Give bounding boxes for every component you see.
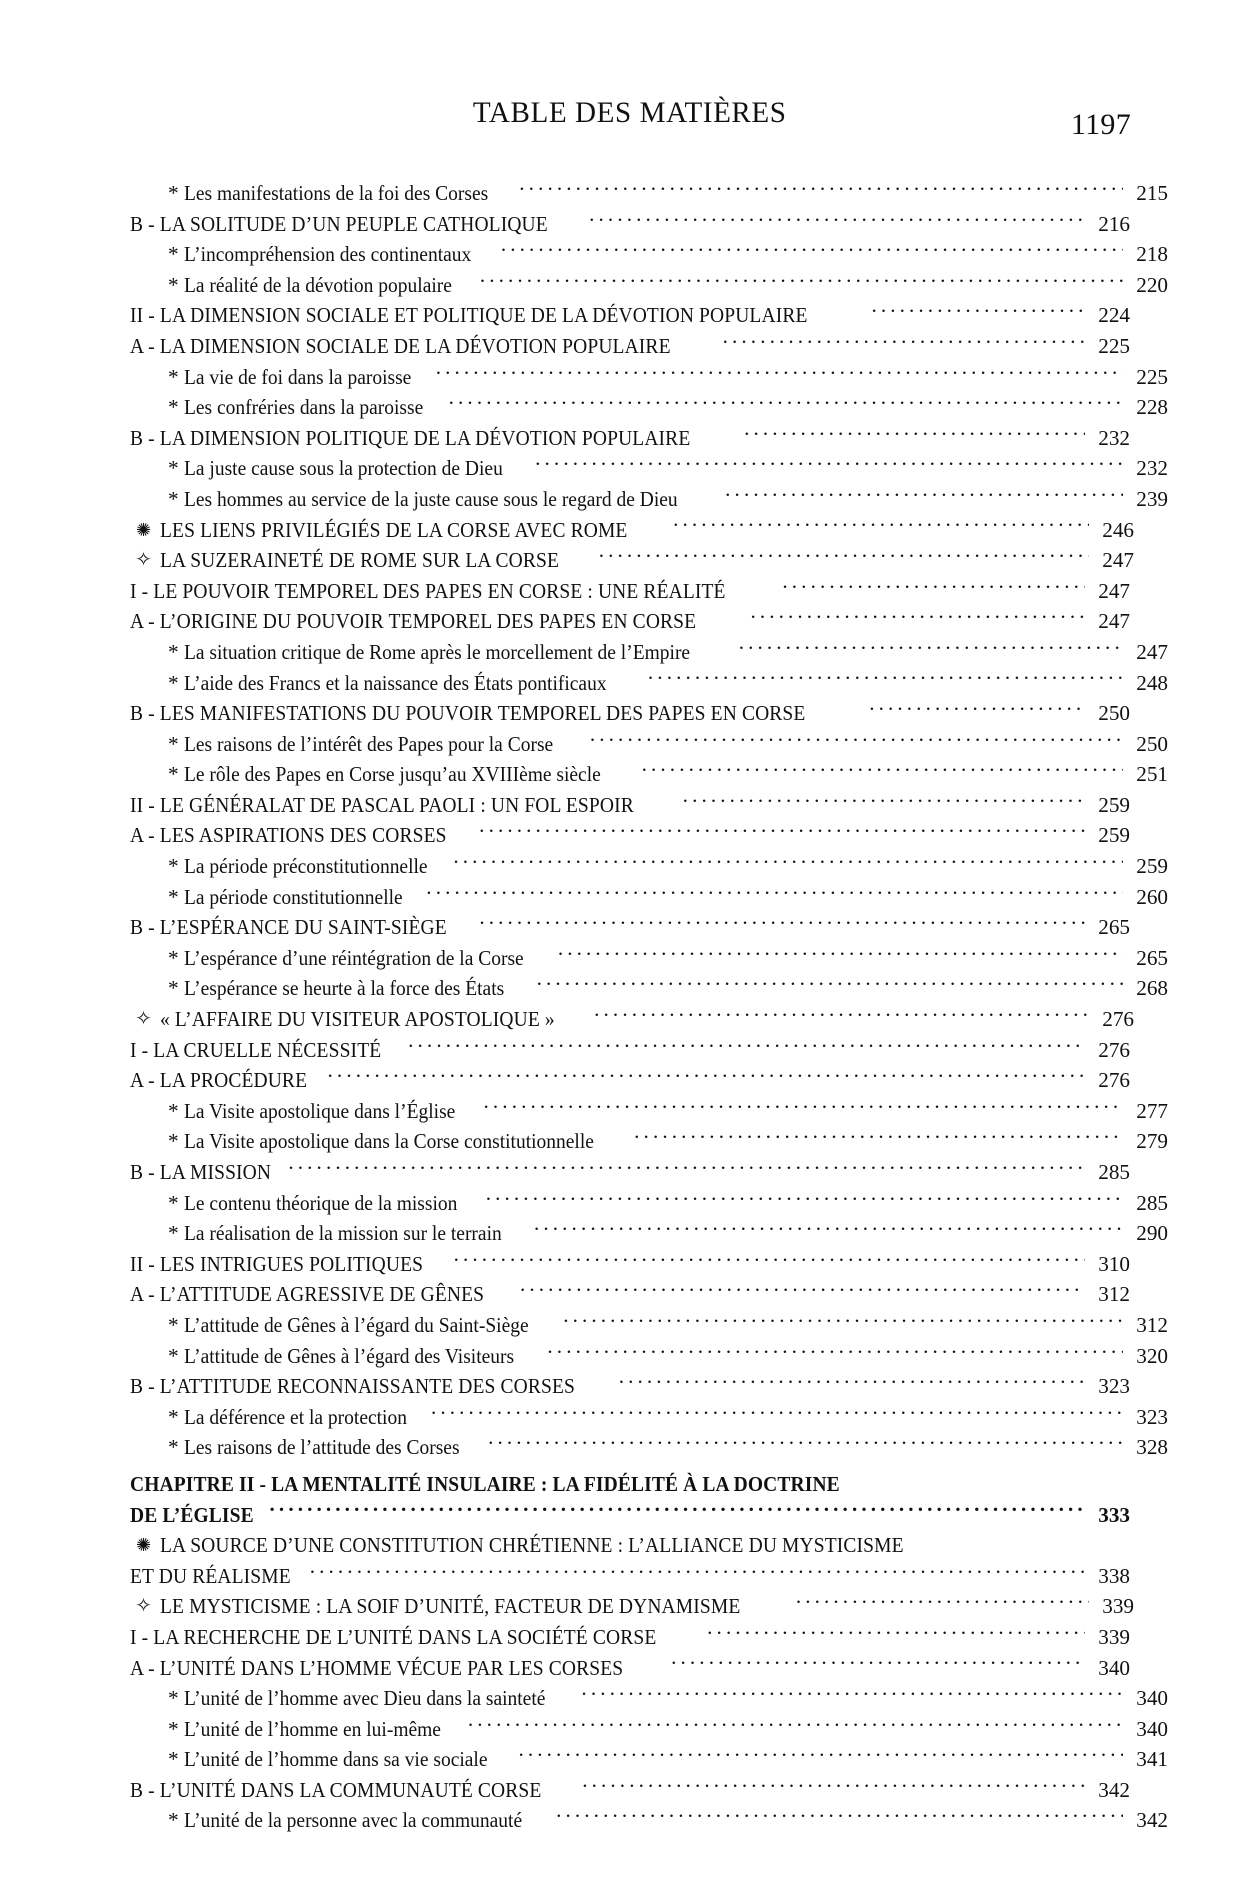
leader-dots bbox=[563, 1311, 1123, 1332]
leader-dots bbox=[739, 638, 1123, 659]
flower-bullet-icon: ✺ bbox=[135, 519, 152, 540]
leader-dots bbox=[486, 1188, 1123, 1209]
leader-dots bbox=[590, 730, 1123, 751]
toc-entry-label: LES LIENS PRIVILÉGIÉS DE LA CORSE AVEC ROME bbox=[160, 517, 628, 542]
toc-entry-page-number: 247 bbox=[1098, 609, 1130, 634]
leader-dots bbox=[594, 1005, 1089, 1026]
toc-entry-label: Les confréries dans la paroisse bbox=[183, 395, 423, 420]
toc-entry-subsection[interactable] bbox=[130, 851, 1168, 882]
toc-entry-page-number: 312 bbox=[1136, 1312, 1168, 1337]
asterisk-bullet-icon: * bbox=[168, 1808, 179, 1833]
leader-dots bbox=[547, 1341, 1123, 1362]
asterisk-bullet-icon: * bbox=[168, 181, 179, 205]
leader-dots bbox=[642, 760, 1123, 781]
toc-entry-subsection[interactable] bbox=[130, 484, 1168, 515]
leader-dots bbox=[558, 944, 1123, 965]
toc-entry-label: L’unité de l’homme en lui-même bbox=[183, 1716, 441, 1741]
toc-entry-label: CHAPITRE II - LA MENTALITÉ INSULAIRE : LA FIDÉLITÉ À LA DOCTRINE bbox=[130, 1471, 840, 1496]
toc-entry-section[interactable] bbox=[130, 912, 1130, 943]
toc-entry-page-number: 333 bbox=[1098, 1502, 1130, 1527]
leader-dots bbox=[520, 1280, 1085, 1301]
toc-entry-subsection[interactable] bbox=[130, 362, 1168, 393]
asterisk-bullet-icon: * bbox=[168, 1221, 179, 1246]
toc-entry-subsection[interactable] bbox=[130, 1744, 1168, 1775]
toc-entry-section[interactable] bbox=[130, 1065, 1130, 1096]
toc-entry-section[interactable] bbox=[130, 423, 1130, 454]
asterisk-bullet-icon: * bbox=[168, 884, 179, 909]
toc-entry-section[interactable] bbox=[130, 1622, 1130, 1653]
toc-entry-subsection[interactable] bbox=[130, 1218, 1168, 1249]
toc-entry-label: I - LE POUVOIR TEMPOREL DES PAPES EN CORSE : UNE RÉALITÉ bbox=[130, 578, 726, 603]
asterisk-bullet-icon: * bbox=[168, 242, 179, 267]
toc-entry-label: DE L’ÉGLISE bbox=[130, 1502, 254, 1527]
toc-entry-page-number: 341 bbox=[1136, 1747, 1168, 1772]
running-head bbox=[128, 96, 1131, 142]
toc-entry-label: B - LA MISSION bbox=[130, 1160, 272, 1184]
toc-entry-page-number: 225 bbox=[1136, 364, 1168, 389]
toc-entry-page-number: 251 bbox=[1136, 762, 1168, 787]
toc-entry-label: B - LES MANIFESTATIONS DU POUVOIR TEMPOREL DES PAPES EN CORSE bbox=[130, 701, 806, 726]
toc-entry-label: La réalité de la dévotion populaire bbox=[183, 272, 452, 297]
diamond-bullet-icon: ✧ bbox=[135, 549, 152, 572]
toc-entry-page-number: 215 bbox=[1136, 181, 1168, 205]
toc-entry-label: La période constitutionnelle bbox=[183, 884, 403, 909]
diamond-bullet-icon: ✧ bbox=[135, 1595, 152, 1618]
toc-entry-label: La juste cause sous la protection de Dieu bbox=[183, 456, 503, 481]
asterisk-bullet-icon: * bbox=[168, 1190, 179, 1215]
leader-dots bbox=[484, 1097, 1123, 1118]
toc-entry-label: L’attitude de Gênes à l’égard des Visiteurs bbox=[183, 1343, 514, 1368]
toc-entry-page-number: 250 bbox=[1098, 701, 1130, 726]
asterisk-bullet-icon: * bbox=[168, 670, 179, 695]
asterisk-bullet-icon: * bbox=[168, 1129, 179, 1154]
asterisk-bullet-icon: * bbox=[168, 731, 179, 756]
toc-entry-subsection[interactable] bbox=[130, 943, 1168, 974]
toc-entry-label: Les hommes au service de la juste cause sous le regard de Dieu bbox=[183, 486, 678, 511]
toc-entry-section[interactable] bbox=[130, 1653, 1130, 1684]
toc-entry-label: A - LA DIMENSION SOCIALE DE LA DÉVOTION POPULAIRE bbox=[130, 333, 671, 358]
toc-entry-page-number: 276 bbox=[1098, 1037, 1130, 1062]
toc-entry-label: ET DU RÉALISME bbox=[130, 1563, 291, 1588]
asterisk-bullet-icon: * bbox=[168, 272, 179, 297]
leader-dots bbox=[408, 1035, 1085, 1056]
leader-dots bbox=[436, 362, 1123, 383]
toc-entry-label: La Visite apostolique dans la Corse constitutionnelle bbox=[183, 1129, 594, 1154]
toc-entry-page-number: 232 bbox=[1136, 456, 1168, 481]
leader-dots bbox=[479, 913, 1085, 934]
toc-entry-label: La vie de foi dans la paroisse bbox=[183, 364, 411, 389]
leader-dots bbox=[310, 1562, 1085, 1583]
toc-entry-page-number: 225 bbox=[1098, 333, 1130, 358]
toc-entry-subsection[interactable] bbox=[130, 759, 1168, 790]
leader-dots bbox=[556, 1806, 1123, 1827]
toc-entry-subsection[interactable] bbox=[130, 1683, 1168, 1714]
toc-entry-page-number: 340 bbox=[1136, 1716, 1168, 1741]
toc-entry-page-number: 323 bbox=[1098, 1374, 1130, 1399]
leader-dots bbox=[501, 240, 1123, 261]
toc-entry-page-number: 247 bbox=[1102, 548, 1134, 573]
toc-entry-page-number: 285 bbox=[1098, 1160, 1130, 1184]
leader-dots bbox=[534, 1219, 1123, 1240]
toc-entry-page-number: 216 bbox=[1098, 211, 1130, 236]
folio-number: 1197 bbox=[1070, 108, 1131, 141]
toc-entry-page-number: 259 bbox=[1098, 792, 1130, 817]
toc-entry-section[interactable] bbox=[130, 1775, 1130, 1806]
asterisk-bullet-icon: * bbox=[168, 1343, 179, 1368]
leader-dots bbox=[453, 852, 1123, 873]
toc-entry-section[interactable] bbox=[130, 331, 1130, 362]
toc-entry-page-number: 323 bbox=[1136, 1404, 1168, 1429]
toc-entry-page-number: 228 bbox=[1136, 395, 1168, 420]
toc-entry-page-number: 259 bbox=[1136, 854, 1168, 879]
toc-entry-label: I - LA CRUELLE NÉCESSITÉ bbox=[130, 1037, 382, 1062]
leader-dots bbox=[648, 668, 1123, 689]
toc-entry-subsection[interactable] bbox=[130, 239, 1168, 270]
toc-entry-page-number: 265 bbox=[1098, 915, 1130, 940]
leader-dots bbox=[869, 699, 1085, 720]
asterisk-bullet-icon: * bbox=[168, 364, 179, 389]
toc-entry-section[interactable] bbox=[130, 606, 1130, 637]
asterisk-bullet-icon: * bbox=[168, 456, 179, 481]
leader-dots bbox=[582, 1776, 1085, 1797]
toc-entry-part[interactable] bbox=[130, 1591, 1134, 1622]
asterisk-bullet-icon: * bbox=[168, 1716, 179, 1741]
toc-entry-subsection[interactable] bbox=[130, 1714, 1168, 1745]
toc-entry-label: La réalisation de la mission sur le terrain bbox=[183, 1221, 502, 1246]
toc-entry-subsection[interactable] bbox=[130, 637, 1168, 668]
toc-entry-label: La situation critique de Rome après le morcellement de l’Empire bbox=[183, 639, 690, 664]
toc-entry-page-number: 290 bbox=[1136, 1221, 1168, 1246]
leader-dots bbox=[480, 271, 1123, 292]
leader-dots bbox=[599, 546, 1089, 567]
asterisk-bullet-icon: * bbox=[168, 1435, 179, 1460]
toc-entry-subsection[interactable] bbox=[130, 178, 1168, 209]
asterisk-bullet-icon: * bbox=[168, 1747, 179, 1772]
flower-bullet-icon: ✺ bbox=[135, 1535, 152, 1556]
toc-entry-continuation[interactable] bbox=[130, 1561, 1130, 1592]
leader-dots bbox=[782, 577, 1085, 598]
leader-dots bbox=[468, 1715, 1123, 1736]
toc-entry-label: Les manifestations de la foi des Corses bbox=[183, 181, 488, 205]
leader-dots bbox=[750, 607, 1085, 628]
toc-entry-page-number: 340 bbox=[1136, 1686, 1168, 1711]
toc-entry-label: II - LE GÉNÉRALAT DE PASCAL PAOLI : UN FOL ESPOIR bbox=[130, 792, 634, 817]
leader-dots bbox=[537, 974, 1123, 995]
toc-entry-page-number: 285 bbox=[1136, 1190, 1168, 1215]
toc-entry-page-number: 259 bbox=[1098, 823, 1130, 848]
leader-dots bbox=[671, 1653, 1085, 1674]
leader-dots bbox=[634, 1127, 1123, 1148]
toc-entry-label: A - LES ASPIRATIONS DES CORSES bbox=[130, 823, 447, 848]
leader-dots bbox=[725, 485, 1123, 506]
toc-entry-page-number: 339 bbox=[1102, 1594, 1134, 1619]
toc-entry-label: A - L’UNITÉ DANS L’HOMME VÉCUE PAR LES CORSES bbox=[130, 1655, 624, 1680]
toc-entry-label: « L’AFFAIRE DU VISITEUR APOSTOLIQUE » bbox=[160, 1007, 555, 1032]
toc-entry-label: B - LA DIMENSION POLITIQUE DE LA DÉVOTION POPULAIRE bbox=[130, 425, 691, 450]
toc-entry-section[interactable] bbox=[130, 1249, 1130, 1280]
asterisk-bullet-icon: * bbox=[168, 976, 179, 1001]
leader-dots bbox=[673, 515, 1089, 536]
toc-entry-label: L’espérance se heurte à la force des États bbox=[183, 976, 504, 1001]
asterisk-bullet-icon: * bbox=[168, 1686, 179, 1711]
toc-entry-label: L’espérance d’une réintégration de la Corse bbox=[183, 945, 524, 970]
toc-entry-page-number: 320 bbox=[1136, 1343, 1168, 1368]
leader-dots bbox=[518, 1745, 1123, 1766]
toc-entry-label: L’unité de la personne avec la communauté bbox=[183, 1808, 522, 1833]
toc-entry-page-number: 248 bbox=[1136, 670, 1168, 695]
toc-entry-list bbox=[130, 178, 1168, 1836]
toc-entry-label: B - LA SOLITUDE D’UN PEUPLE CATHOLIQUE bbox=[130, 211, 548, 236]
toc-entry-part[interactable] bbox=[130, 1530, 1134, 1561]
toc-entry-label: B - L’ATTITUDE RECONNAISSANTE DES CORSES bbox=[130, 1374, 576, 1399]
asterisk-bullet-icon: * bbox=[168, 395, 179, 420]
toc-entry-label: LE MYSTICISME : LA SOIF D’UNITÉ, FACTEUR DE DYNAMISME bbox=[160, 1594, 741, 1619]
toc-entry-page-number: 265 bbox=[1136, 945, 1168, 970]
toc-entry-label: La déférence et la protection bbox=[183, 1404, 407, 1429]
toc-entry-continuation[interactable] bbox=[130, 1500, 1130, 1531]
asterisk-bullet-icon: * bbox=[168, 639, 179, 664]
toc-entry-label: Les raisons de l’attitude des Corses bbox=[183, 1435, 460, 1460]
toc-entry-label: Le rôle des Papes en Corse jusqu’au XVIIIème siècle bbox=[183, 762, 601, 787]
toc-entry-page-number: 224 bbox=[1098, 303, 1130, 328]
toc-entry-label: L’attitude de Gênes à l’égard du Saint-Siège bbox=[183, 1312, 529, 1337]
toc-entry-section[interactable] bbox=[130, 576, 1130, 607]
toc-entry-section[interactable] bbox=[130, 209, 1130, 240]
toc-entry-section[interactable] bbox=[130, 1157, 1130, 1188]
asterisk-bullet-icon: * bbox=[168, 1404, 179, 1429]
toc-entry-label: II - LES INTRIGUES POLITIQUES bbox=[130, 1251, 424, 1276]
leader-dots bbox=[431, 1403, 1123, 1424]
toc-entry-label: A - L’ATTITUDE AGRESSIVE DE GÊNES bbox=[130, 1282, 485, 1307]
toc-entry-subsection[interactable] bbox=[130, 1126, 1168, 1157]
toc-entry-chapter[interactable] bbox=[130, 1469, 1130, 1500]
toc-entry-page-number: 279 bbox=[1136, 1129, 1168, 1154]
asterisk-bullet-icon: * bbox=[168, 762, 179, 787]
leader-dots bbox=[426, 882, 1123, 903]
toc-entry-section[interactable] bbox=[130, 1279, 1130, 1310]
toc-entry-label: II - LA DIMENSION SOCIALE ET POLITIQUE DE LA DÉVOTION POPULAIRE bbox=[130, 303, 808, 328]
leader-dots bbox=[619, 1372, 1085, 1393]
asterisk-bullet-icon: * bbox=[168, 1098, 179, 1123]
toc-entry-label: L’unité de l’homme avec Dieu dans la sainteté bbox=[183, 1686, 545, 1711]
toc-entry-label: Le contenu théorique de la mission bbox=[183, 1190, 457, 1215]
toc-entry-label: Les raisons de l’intérêt des Papes pour la Corse bbox=[183, 731, 553, 756]
asterisk-bullet-icon: * bbox=[168, 945, 179, 970]
toc-entry-part[interactable] bbox=[130, 545, 1134, 576]
toc-entry-page-number: 277 bbox=[1136, 1098, 1168, 1123]
toc-entry-page-number: 340 bbox=[1098, 1655, 1130, 1680]
toc-entry-label: LA SOURCE D’UNE CONSTITUTION CHRÉTIENNE : L’ALLIANCE DU MYSTICISME bbox=[160, 1533, 904, 1558]
toc-entry-page-number: 250 bbox=[1136, 731, 1168, 756]
leader-dots bbox=[683, 791, 1085, 812]
toc-entry-page-number: 247 bbox=[1098, 578, 1130, 603]
toc-entry-page-number: 276 bbox=[1098, 1068, 1130, 1093]
toc-entry-page-number: 218 bbox=[1136, 242, 1168, 267]
leader-dots bbox=[519, 179, 1123, 200]
toc-entry-section[interactable] bbox=[130, 1035, 1130, 1066]
toc-entry-page-number: 268 bbox=[1136, 976, 1168, 1001]
leader-dots bbox=[581, 1684, 1123, 1705]
toc-entry-subsection[interactable] bbox=[130, 1805, 1168, 1836]
toc-entry-subsection[interactable] bbox=[130, 1096, 1168, 1127]
toc-entry-label: LA SUZERAINETÉ DE ROME SUR LA CORSE bbox=[160, 548, 560, 573]
toc-entry-subsection[interactable] bbox=[130, 1188, 1168, 1219]
toc-entry-page-number: 338 bbox=[1098, 1563, 1130, 1588]
toc-entry-subsection[interactable] bbox=[130, 270, 1168, 301]
leader-dots bbox=[328, 1066, 1085, 1087]
toc-entry-label: I - LA RECHERCHE DE L’UNITÉ DANS LA SOCIÉTÉ CORSE bbox=[130, 1624, 657, 1649]
toc-entry-page-number: 276 bbox=[1102, 1007, 1134, 1032]
leader-dots bbox=[488, 1433, 1123, 1454]
toc-entry-label: B - L’ESPÉRANCE DU SAINT-SIÈGE bbox=[130, 915, 447, 940]
toc-entry-subsection[interactable] bbox=[130, 392, 1168, 423]
toc-entry-page-number: 310 bbox=[1098, 1251, 1130, 1276]
leader-dots bbox=[796, 1592, 1089, 1613]
toc-entry-label: L’aide des Francs et la naissance des États pontificaux bbox=[183, 670, 607, 695]
asterisk-bullet-icon: * bbox=[168, 854, 179, 879]
toc-entry-page-number: 312 bbox=[1098, 1282, 1130, 1307]
page-title: TABLE DES MATIÈRES bbox=[472, 96, 787, 129]
toc-entry-subsection[interactable] bbox=[130, 1402, 1168, 1433]
diamond-bullet-icon: ✧ bbox=[135, 1008, 152, 1031]
toc-entry-label: L’unité de l’homme dans sa vie sociale bbox=[183, 1747, 488, 1772]
leader-dots bbox=[288, 1158, 1085, 1179]
toc-entry-subsection[interactable] bbox=[130, 882, 1168, 913]
toc-entry-subsection[interactable] bbox=[130, 1341, 1168, 1372]
leader-dots bbox=[535, 454, 1123, 475]
leader-dots bbox=[871, 301, 1085, 322]
toc-entry-page-number: 232 bbox=[1098, 425, 1130, 450]
leader-dots bbox=[589, 209, 1085, 230]
toc-entry-page-number: 260 bbox=[1136, 884, 1168, 909]
toc-entry-page-number: 239 bbox=[1136, 486, 1168, 511]
toc-entry-section[interactable] bbox=[130, 698, 1130, 729]
toc-entry-page-number: 342 bbox=[1136, 1808, 1168, 1833]
toc-entry-page-number: 246 bbox=[1102, 517, 1134, 542]
asterisk-bullet-icon: * bbox=[168, 486, 179, 511]
toc-entry-page-number: 220 bbox=[1136, 272, 1168, 297]
leader-dots bbox=[723, 332, 1085, 353]
toc-entry-subsection[interactable] bbox=[130, 453, 1168, 484]
toc-entry-page-number: 342 bbox=[1098, 1777, 1130, 1802]
toc-entry-label: La Visite apostolique dans l’Église bbox=[183, 1098, 455, 1123]
toc-entry-label: A - L’ORIGINE DU POUVOIR TEMPOREL DES PAPES EN CORSE bbox=[130, 609, 697, 634]
leader-dots bbox=[449, 393, 1123, 414]
leader-dots bbox=[707, 1623, 1085, 1644]
toc-entry-page-number: 247 bbox=[1136, 639, 1168, 664]
toc-entry-label: A - LA PROCÉDURE bbox=[130, 1068, 308, 1093]
leader-dots bbox=[270, 1500, 1085, 1521]
toc-entry-section[interactable] bbox=[130, 790, 1130, 821]
toc-entry-label: L’incompréhension des continentaux bbox=[183, 242, 471, 267]
toc-entry-subsection[interactable] bbox=[130, 1432, 1168, 1463]
toc-entry-subsection[interactable] bbox=[130, 1310, 1168, 1341]
leader-dots bbox=[454, 1250, 1085, 1271]
toc-entry-part[interactable] bbox=[130, 515, 1134, 546]
toc-entry-section[interactable] bbox=[130, 300, 1130, 331]
toc-entry-section[interactable] bbox=[130, 1371, 1130, 1402]
toc-entry-subsection[interactable] bbox=[130, 973, 1168, 1004]
leader-dots bbox=[479, 821, 1085, 842]
asterisk-bullet-icon: * bbox=[168, 1312, 179, 1337]
leader-dots bbox=[744, 424, 1085, 445]
toc-entry-label: La période préconstitutionnelle bbox=[183, 854, 428, 879]
toc-entry-subsection[interactable] bbox=[130, 668, 1168, 699]
toc-entry-page-number: 339 bbox=[1098, 1624, 1130, 1649]
toc-entry-label: B - L’UNITÉ DANS LA COMMUNAUTÉ CORSE bbox=[130, 1777, 542, 1802]
toc-entry-part[interactable] bbox=[130, 1004, 1134, 1035]
toc-entry-section[interactable] bbox=[130, 820, 1130, 851]
toc-entry-subsection[interactable] bbox=[130, 729, 1168, 760]
toc-entry-page-number: 328 bbox=[1136, 1435, 1168, 1460]
